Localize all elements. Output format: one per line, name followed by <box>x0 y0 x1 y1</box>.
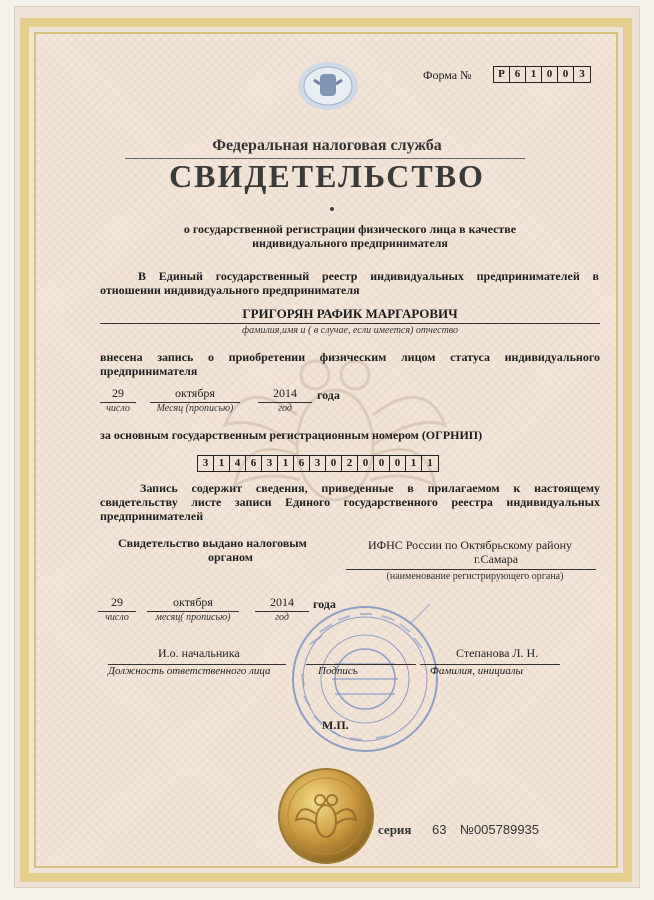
form-code-char: 3 <box>579 68 585 80</box>
title-dot <box>330 207 334 211</box>
date2-suffix: года <box>313 597 336 611</box>
tax-service-emblem <box>296 60 360 112</box>
official-seal-stamp <box>290 604 440 754</box>
ogrnip-label: за основным государственным регистрационным номером (ОГРНИП) <box>100 428 483 442</box>
official-position: И.о. начальника <box>158 646 240 660</box>
ogrnip-digit: 3 <box>198 456 214 471</box>
issued-label-line2: органом <box>208 550 253 564</box>
form-label: Форма № <box>423 68 472 82</box>
intro-line2: отношении индивидуального предпринимателя <box>100 283 360 297</box>
issuer-line1: ИФНС России по Октябрьскому району <box>367 538 572 552</box>
name-caption: фамилия,имя и ( в случае, если имеется) отчество <box>241 325 459 336</box>
issued-label-line1: Свидетельство выдано налоговым <box>118 536 307 550</box>
ogrnip-boxes <box>197 455 439 472</box>
form-code-char: 1 <box>526 67 542 82</box>
person-full-name: ГРИГОРЯН РАФИК МАРГАРОВИЧ <box>242 306 458 321</box>
issuer-line2: г.Самара <box>473 552 519 566</box>
ogrnip-digit: 1 <box>214 456 230 471</box>
ogrnip-digit: 0 <box>374 456 390 471</box>
ogrnip-digit: 1 <box>406 456 422 471</box>
ogrnip-digit: 1 <box>427 457 433 469</box>
entry-line2: предпринимателя <box>100 364 198 378</box>
record-line2: свидетельству листе записи Единого государственного реестра индивидуальных <box>100 495 600 509</box>
form-code-char: 0 <box>542 67 558 82</box>
ogrnip-digit: 3 <box>262 456 278 471</box>
ogrnip-digit: 0 <box>390 456 406 471</box>
certificate-number: №005789935 <box>460 822 540 837</box>
name-underline <box>100 323 600 324</box>
ogrnip-digit: 4 <box>230 456 246 471</box>
date1-day-caption: число <box>106 403 130 414</box>
form-code-char: 0 <box>558 67 574 82</box>
date1-month-caption: Месяц (прописью) <box>156 403 234 414</box>
agency-name: Федеральная налоговая служба <box>212 137 442 154</box>
date1-suffix: года <box>317 388 340 402</box>
date1-year: 2014 <box>273 386 297 400</box>
signer-name: Степанова Л. Н. <box>456 646 539 660</box>
date2-month: октября <box>173 595 213 609</box>
gold-foil-seal <box>276 766 376 866</box>
date2-year: 2014 <box>270 595 294 609</box>
date2-month-caption: месяц( прописью) <box>155 612 231 623</box>
subtitle-line1: о государственной регистрации физического лица в качестве <box>183 222 517 236</box>
ogrnip-digit: 0 <box>358 456 374 471</box>
ogrnip-digit: 0 <box>326 456 342 471</box>
series-label: серия <box>378 822 412 837</box>
ogrnip-digit: 3 <box>310 456 326 471</box>
form-code-boxes <box>493 66 591 83</box>
signature-caption: Подпись <box>318 665 358 677</box>
record-line3: предпринимателей <box>100 509 204 523</box>
date2-day: 29 <box>111 595 123 609</box>
intro-line1: В Единый государственный реестр индивидуальных предпринимателей в <box>138 269 599 283</box>
entry-line1: внесена запись о приобретении физическим лицом статуса индивидуального <box>100 350 600 364</box>
issuer-underline <box>346 569 596 570</box>
stamp-place-label: М.П. <box>322 718 349 732</box>
date1-month: октября <box>175 386 215 400</box>
date2-day-caption: число <box>105 612 129 623</box>
date1-day: 29 <box>112 386 124 400</box>
date1-year-caption: год <box>278 403 292 414</box>
position-caption: Должность ответственного лица <box>108 665 271 677</box>
ogrnip-digit: 2 <box>342 456 358 471</box>
signer-caption: Фамилия, инициалы <box>430 665 523 677</box>
subtitle-line2: индивидуального предпринимателя <box>252 236 448 250</box>
form-code-char: 6 <box>510 67 526 82</box>
series-value: 63 <box>432 822 447 837</box>
certificate-title: СВИДЕТЕЛЬСТВО <box>169 158 485 194</box>
date2-year-caption: год <box>275 612 289 623</box>
ogrnip-digit: 6 <box>294 456 310 471</box>
record-line1: Запись содержит сведения, приведенные в прилагаемом к настоящему <box>140 481 600 495</box>
issuer-caption: (наименование регистрирующего органа) <box>386 571 564 582</box>
ogrnip-digit: 1 <box>278 456 294 471</box>
form-code-char: Р <box>494 67 510 82</box>
ogrnip-digit: 6 <box>246 456 262 471</box>
